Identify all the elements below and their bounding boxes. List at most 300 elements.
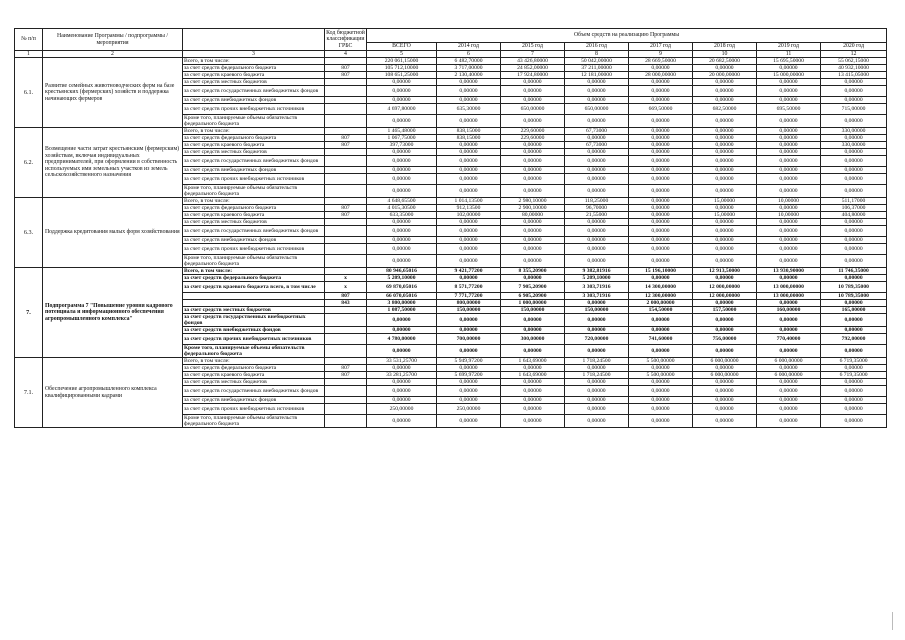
year-value: 0,00000 — [629, 115, 693, 128]
year-value: 0,00000 — [629, 128, 693, 135]
year-value: 0,00000 — [693, 255, 757, 268]
funding-source: Кроме того, планируемые объемы обязательств федерального бюджета — [183, 255, 325, 268]
year-value: 0,00000 — [821, 135, 887, 142]
funding-source: за счет средств внебюджетных фондов — [183, 397, 325, 404]
total-value: 1 067,75000 — [367, 135, 437, 142]
year-value: 0,00000 — [437, 275, 501, 282]
year-value: 0,00000 — [437, 345, 501, 358]
year-value: 0,00000 — [821, 115, 887, 128]
year-value: 0,00000 — [629, 244, 693, 255]
budget-code: x — [325, 275, 367, 282]
year-value: 0,00000 — [629, 386, 693, 397]
year-value: 0,00000 — [565, 255, 629, 268]
budget-code — [325, 307, 367, 314]
column-index: 7 — [501, 51, 565, 58]
funding-source: за счет средств государственных внебюджетных фондов — [183, 226, 325, 237]
year-value: 0,00000 — [693, 65, 757, 72]
year-value: 6 000,00000 — [757, 372, 821, 379]
funding-source: за счет средств краевого бюджета — [183, 72, 325, 79]
year-value: 15,00000 — [693, 212, 757, 219]
year-value: 0,00000 — [821, 185, 887, 198]
year-value: 0,00000 — [437, 365, 501, 372]
year-value: 10,00000 — [757, 198, 821, 205]
funding-source: за счет средств внебюджетных фондов — [183, 327, 325, 334]
year-value: 300,00000 — [501, 334, 565, 345]
funding-source: за счет средств краевого бюджета — [183, 212, 325, 219]
year-value: 0,00000 — [821, 79, 887, 86]
year-value: 2 130,40000 — [437, 72, 501, 79]
funding-source — [183, 293, 325, 300]
budget-code — [325, 415, 367, 428]
total-value: 4 648,65500 — [367, 198, 437, 205]
year-value: 700,00000 — [437, 334, 501, 345]
year-value: 0,00000 — [501, 185, 565, 198]
year-value: 13 000,00000 — [757, 293, 821, 300]
year-value: 0,00000 — [693, 86, 757, 97]
year-value: 0,00000 — [437, 314, 501, 327]
funding-source: Кроме того, планируемые объемы обязательств федерального бюджета — [183, 115, 325, 128]
section-name: Обеспечение агропромышленного комплекса квалифицированными кадрами — [43, 358, 183, 428]
year-value: 15,00000 — [693, 198, 757, 205]
year-value: 0,00000 — [437, 327, 501, 334]
year-value: 250,00000 — [437, 404, 501, 415]
budget-table — [14, 28, 887, 428]
year-value: 160,00000 — [757, 307, 821, 314]
funding-source: за счет средств федерального бюджета — [183, 275, 325, 282]
year-value: 0,00000 — [757, 415, 821, 428]
year-value: 11 746,35000 — [821, 268, 887, 275]
total-value: 33 281,25700 — [367, 372, 437, 379]
year-value: 17 924,80000 — [501, 72, 565, 79]
year-value: 0,00000 — [757, 275, 821, 282]
col-header-source — [183, 29, 325, 51]
year-value: 5 699,97200 — [437, 372, 501, 379]
year-value: 0,00000 — [693, 327, 757, 334]
year-value: 0,00000 — [693, 167, 757, 174]
year-value: 0,00000 — [565, 345, 629, 358]
year-value: 1 643,69000 — [501, 358, 565, 365]
section-number: 7. — [15, 268, 43, 358]
year-value: 695,50000 — [757, 104, 821, 115]
budget-code — [325, 219, 367, 226]
column-index: 8 — [565, 51, 629, 58]
year-value: 0,00000 — [629, 185, 693, 198]
year-value: 1 000,00000 — [501, 300, 565, 307]
column-index: 4 — [325, 51, 367, 58]
year-value: 0,00000 — [693, 275, 757, 282]
budget-code — [325, 128, 367, 135]
year-value: 13 930,90000 — [757, 268, 821, 275]
year-value: 0,00000 — [757, 226, 821, 237]
year-value: 330,00000 — [821, 142, 887, 149]
year-header: 2019 год — [757, 43, 821, 51]
year-value: 0,00000 — [565, 226, 629, 237]
year-value: 0,00000 — [693, 237, 757, 244]
year-value: 0,00000 — [501, 415, 565, 428]
year-value: 0,00000 — [757, 397, 821, 404]
col-header-code: Код бюджетной классификации ГРБС — [326, 29, 365, 49]
budget-code: 807 — [325, 72, 367, 79]
column-index: 11 — [757, 51, 821, 58]
year-value: 0,00000 — [501, 314, 565, 327]
total-value: 0,00000 — [367, 244, 437, 255]
year-value: 0,00000 — [629, 97, 693, 104]
total-value: 0,00000 — [367, 97, 437, 104]
year-value: 6 000,00000 — [757, 358, 821, 365]
year-value: 106,37000 — [821, 205, 887, 212]
year-value: 0,00000 — [565, 135, 629, 142]
year-value: 157,50000 — [693, 307, 757, 314]
year-value: 12 000,00000 — [693, 282, 757, 293]
year-value: 9 382,81916 — [565, 268, 629, 275]
budget-code — [325, 379, 367, 386]
year-value: 0,00000 — [629, 404, 693, 415]
year-value: 0,00000 — [501, 404, 565, 415]
year-header: 2015 год — [501, 43, 565, 51]
funding-source: Всего, в том числе: — [183, 58, 325, 65]
year-value: 770,40000 — [757, 334, 821, 345]
year-value: 0,00000 — [629, 219, 693, 226]
year-value: 0,00000 — [821, 219, 887, 226]
year-value: 0,00000 — [821, 345, 887, 358]
total-value: 0,00000 — [367, 149, 437, 156]
year-value: 0,00000 — [821, 86, 887, 97]
year-value: 67,73000 — [565, 128, 629, 135]
year-value: 0,00000 — [693, 226, 757, 237]
funding-source: за счет средств местных бюджетов — [183, 307, 325, 314]
total-value: 4 697,80000 — [367, 104, 437, 115]
year-value: 0,00000 — [757, 345, 821, 358]
year-value: 0,00000 — [629, 198, 693, 205]
year-value: 12 913,50000 — [693, 268, 757, 275]
year-value: 0,00000 — [693, 97, 757, 104]
funding-source: за счет средств внебюджетных фондов — [183, 97, 325, 104]
total-value: 0,00000 — [367, 415, 437, 428]
year-value: 0,00000 — [629, 149, 693, 156]
year-value: 55 062,15000 — [821, 58, 887, 65]
funding-source: за счет средств местных бюджетов — [183, 79, 325, 86]
total-value: 1 465,48000 — [367, 128, 437, 135]
budget-code — [325, 268, 367, 275]
year-value: 0,00000 — [757, 142, 821, 149]
funding-source: Кроме того, планируемые объемы обязательств федерального бюджета — [183, 415, 325, 428]
year-value: 0,00000 — [437, 226, 501, 237]
funding-source: Всего, в том числе: — [183, 128, 325, 135]
year-value: 0,00000 — [693, 174, 757, 185]
year-value: 0,00000 — [629, 255, 693, 268]
year-value: 0,00000 — [501, 226, 565, 237]
year-value: 0,00000 — [757, 365, 821, 372]
budget-sheet — [14, 28, 887, 428]
column-index: 2 — [43, 51, 183, 58]
year-header: ВСЕГО — [367, 43, 437, 51]
year-value: 0,00000 — [565, 404, 629, 415]
year-value: 8 355,20900 — [501, 268, 565, 275]
budget-code — [325, 185, 367, 198]
column-index: 5 — [367, 51, 437, 58]
total-value: 0,00000 — [367, 255, 437, 268]
year-value: 0,00000 — [565, 219, 629, 226]
year-value: 0,00000 — [437, 86, 501, 97]
year-value: 0,00000 — [757, 314, 821, 327]
year-value: 0,00000 — [437, 174, 501, 185]
budget-code — [325, 237, 367, 244]
year-value: 0,00000 — [565, 314, 629, 327]
budget-code: 807 — [325, 293, 367, 300]
budget-code — [325, 167, 367, 174]
year-value: 0,00000 — [821, 404, 887, 415]
total-value: 1 087,50000 — [367, 307, 437, 314]
table-row — [15, 358, 887, 365]
table-body — [15, 29, 887, 428]
funding-source: за счет средств местных бюджетов — [183, 149, 325, 156]
funding-source: за счет средств федерального бюджета — [183, 65, 325, 72]
budget-code — [325, 156, 367, 167]
funding-source: за счет средств федерального бюджета — [183, 365, 325, 372]
funding-source: Кроме того, планируемые объемы обязательств федерального бюджета — [183, 185, 325, 198]
year-value: 0,00000 — [437, 255, 501, 268]
year-value: 6 719,35000 — [821, 372, 887, 379]
year-value: 0,00000 — [821, 97, 887, 104]
year-value: 165,00000 — [821, 307, 887, 314]
section-number: 6.3. — [15, 198, 43, 268]
year-value: 20 000,00000 — [693, 72, 757, 79]
year-value: 0,00000 — [693, 379, 757, 386]
year-value: 0,00000 — [757, 65, 821, 72]
year-value: 1 718,24500 — [565, 358, 629, 365]
year-value: 0,00000 — [437, 156, 501, 167]
year-value: 24 852,00000 — [501, 65, 565, 72]
year-value: 0,00000 — [629, 79, 693, 86]
year-value: 0,00000 — [629, 365, 693, 372]
year-value: 6 000,00000 — [693, 358, 757, 365]
budget-code — [325, 226, 367, 237]
year-value: 0,00000 — [437, 167, 501, 174]
year-value: 0,00000 — [693, 79, 757, 86]
year-value: 0,00000 — [501, 327, 565, 334]
year-value: 838,15000 — [437, 135, 501, 142]
year-value: 0,00000 — [629, 275, 693, 282]
year-value: 0,00000 — [437, 115, 501, 128]
year-value: 28 000,00000 — [629, 72, 693, 79]
budget-code: 807 — [325, 372, 367, 379]
year-value: 650,00000 — [501, 104, 565, 115]
year-value: 0,00000 — [629, 156, 693, 167]
year-value: 0,00000 — [693, 128, 757, 135]
total-value: 0,00000 — [367, 397, 437, 404]
year-value: 0,00000 — [437, 386, 501, 397]
year-value: 0,00000 — [565, 300, 629, 307]
budget-code — [325, 255, 367, 268]
year-value: 14 300,00000 — [629, 282, 693, 293]
year-value: 15 695,50000 — [757, 58, 821, 65]
year-value: 3 717,00000 — [437, 65, 501, 72]
budget-code: x — [325, 282, 367, 293]
year-value: 0,00000 — [565, 185, 629, 198]
funding-source: за счет средств государственных внебюджетных фондов — [183, 386, 325, 397]
year-value: 10 789,35000 — [821, 293, 887, 300]
funding-source: за счет средств прочих внебюджетных источников — [183, 404, 325, 415]
year-value: 6 719,35000 — [821, 358, 887, 365]
year-value: 0,00000 — [437, 415, 501, 428]
year-value: 0,00000 — [629, 167, 693, 174]
year-value: 0,00000 — [757, 174, 821, 185]
funding-source: за счет средств государственных внебюджетных фондов — [183, 86, 325, 97]
year-value: 0,00000 — [693, 365, 757, 372]
year-value: 0,00000 — [501, 397, 565, 404]
year-value: 0,00000 — [693, 135, 757, 142]
section-name: Развитие семейных животноводческих ферм на базе крестьянских (фермерских) хозяйств и поддержка начинающих фермеров — [43, 58, 183, 128]
year-value: 0,00000 — [757, 379, 821, 386]
year-value: 0,00000 — [501, 275, 565, 282]
section-name: Поддержка кредитования малых форм хозяйствования — [43, 198, 183, 268]
year-value: 0,00000 — [821, 156, 887, 167]
total-value: 105 712,10000 — [367, 65, 437, 72]
funding-source: Кроме того, планируемые объемы обязательств федерального бюджета — [183, 345, 325, 358]
total-value: 0,00000 — [367, 386, 437, 397]
year-value: 0,00000 — [629, 142, 693, 149]
total-value: 0,00000 — [367, 156, 437, 167]
year-value: 0,00000 — [821, 237, 887, 244]
budget-code — [325, 58, 367, 65]
year-value: 0,00000 — [565, 79, 629, 86]
year-value: 800,00000 — [437, 300, 501, 307]
year-value: 0,00000 — [565, 379, 629, 386]
year-value: 330,00000 — [821, 128, 887, 135]
year-value: 0,00000 — [629, 174, 693, 185]
year-value: 792,00000 — [821, 334, 887, 345]
year-value: 150,00000 — [565, 307, 629, 314]
year-value: 0,00000 — [565, 97, 629, 104]
total-value: 0,00000 — [367, 345, 437, 358]
year-value: 5 949,97200 — [437, 358, 501, 365]
column-index-row — [15, 51, 887, 58]
year-value: 0,00000 — [565, 156, 629, 167]
year-value: 28 669,50000 — [629, 58, 693, 65]
year-value: 80,00000 — [501, 212, 565, 219]
year-value: 0,00000 — [437, 379, 501, 386]
year-value: 0,00000 — [629, 327, 693, 334]
year-value: 0,00000 — [821, 314, 887, 327]
year-header: 2016 год — [565, 43, 629, 51]
budget-code — [325, 97, 367, 104]
funding-source: за счет средств прочих внебюджетных источников — [183, 174, 325, 185]
year-value: 912,13500 — [437, 205, 501, 212]
year-value: 0,00000 — [501, 79, 565, 86]
year-value: 13 000,00000 — [757, 282, 821, 293]
year-value: 0,00000 — [437, 149, 501, 156]
year-value: 0,00000 — [693, 219, 757, 226]
total-value: 0,00000 — [367, 379, 437, 386]
year-value: 0,00000 — [629, 237, 693, 244]
year-value: 2 900,10000 — [501, 205, 565, 212]
table-row — [15, 128, 887, 135]
year-value: 0,00000 — [501, 149, 565, 156]
year-value: 0,00000 — [629, 135, 693, 142]
total-value: 80 946,65016 — [367, 268, 437, 275]
year-value: 0,00000 — [821, 300, 887, 307]
funding-source: за счет средств краевого бюджета всего, в том числе — [183, 282, 325, 293]
year-value: 404,80000 — [821, 212, 887, 219]
section-name: Подпрограмма 7 "Повышение уровня кадрового потенциала и информационного обеспечения агропромышленного комплекса" — [43, 268, 183, 358]
year-value: 0,00000 — [757, 115, 821, 128]
total-value: 0,00000 — [367, 86, 437, 97]
year-value: 0,00000 — [501, 86, 565, 97]
year-value: 715,00000 — [821, 104, 887, 115]
year-value: 756,00000 — [693, 334, 757, 345]
total-value: 0,00000 — [367, 174, 437, 185]
year-value: 0,00000 — [565, 365, 629, 372]
year-value: 0,00000 — [757, 135, 821, 142]
funding-source: за счет средств внебюджетных фондов — [183, 167, 325, 174]
year-header: 2020 год — [821, 43, 887, 51]
year-value: 0,00000 — [693, 404, 757, 415]
budget-code — [325, 86, 367, 97]
year-value: 0,00000 — [757, 237, 821, 244]
year-value: 0,00000 — [821, 327, 887, 334]
year-value: 229,60000 — [501, 128, 565, 135]
year-value: 0,00000 — [501, 97, 565, 104]
col-header-number: № п/п — [15, 29, 43, 51]
year-value: 0,00000 — [693, 244, 757, 255]
year-value: 8 571,77200 — [437, 282, 501, 293]
total-value: 4 780,00000 — [367, 334, 437, 345]
budget-code: 807 — [325, 142, 367, 149]
year-value: 12 000,00000 — [693, 293, 757, 300]
section-number: 6.1. — [15, 58, 43, 128]
budget-code — [325, 334, 367, 345]
budget-code — [325, 404, 367, 415]
year-value: 229,60000 — [501, 135, 565, 142]
year-value: 0,00000 — [757, 167, 821, 174]
year-value: 0,00000 — [757, 386, 821, 397]
year-value: 0,00000 — [757, 255, 821, 268]
funding-source: за счет средств краевого бюджета — [183, 142, 325, 149]
year-value: 0,00000 — [757, 128, 821, 135]
year-value: 0,00000 — [629, 397, 693, 404]
year-value: 0,00000 — [693, 185, 757, 198]
year-value: 0,00000 — [757, 156, 821, 167]
year-value: 0,00000 — [437, 79, 501, 86]
year-value: 0,00000 — [821, 255, 887, 268]
budget-code — [325, 79, 367, 86]
year-value: 0,00000 — [757, 219, 821, 226]
table-row — [15, 198, 887, 205]
year-value: 2 000,00000 — [629, 300, 693, 307]
year-value: 0,00000 — [501, 386, 565, 397]
total-value: 633,35000 — [367, 212, 437, 219]
column-index: 3 — [183, 51, 325, 58]
total-value: 5 209,10000 — [367, 275, 437, 282]
year-value: 0,00000 — [565, 244, 629, 255]
year-value: 2 980,10000 — [501, 198, 565, 205]
year-value: 0,00000 — [501, 142, 565, 149]
year-value: 0,00000 — [821, 415, 887, 428]
year-value: 7 905,20900 — [501, 282, 565, 293]
year-value: 20 682,50000 — [693, 58, 757, 65]
budget-code — [325, 174, 367, 185]
year-value: 0,00000 — [565, 86, 629, 97]
column-index: 12 — [821, 51, 887, 58]
budget-code — [325, 386, 367, 397]
total-value: 397,73000 — [367, 142, 437, 149]
year-value: 67,73000 — [565, 142, 629, 149]
funding-source: Всего, в том числе: — [183, 358, 325, 365]
table-row — [15, 58, 887, 65]
year-value: 0,00000 — [821, 174, 887, 185]
year-value: 0,00000 — [437, 97, 501, 104]
year-value: 0,00000 — [821, 167, 887, 174]
